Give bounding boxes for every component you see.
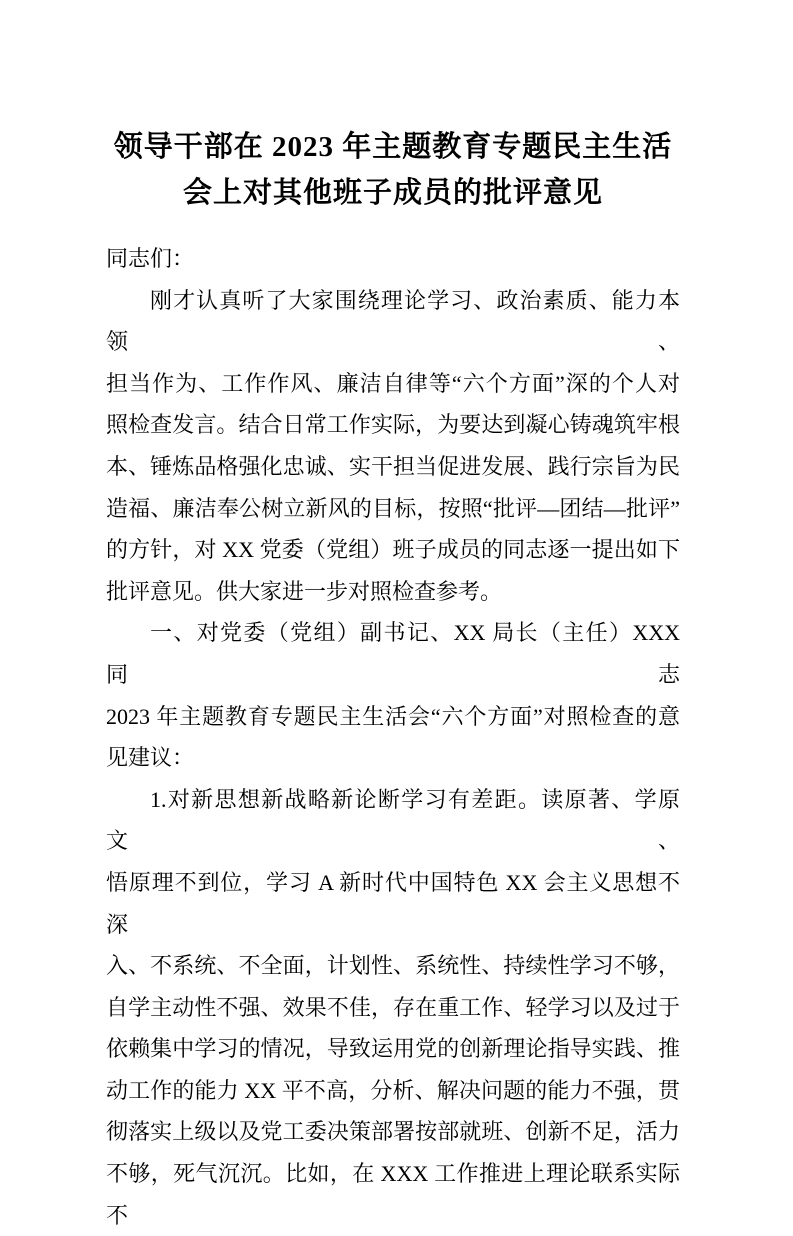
body-line: 担当作为、工作作风、廉洁自律等“六个方面”深的个人对 — [106, 370, 680, 396]
body-line: 见建议： — [106, 745, 195, 771]
body-line-item-1: 1.对新思想新战略新论断学习有差距。读原著、学原文、 — [106, 786, 680, 854]
body-line: 照检查发言。结合日常工作实际，为要达到凝心铸魂筑牢根 — [106, 412, 680, 438]
body-line: 的方针，对 XX 党委（党组）班子成员的同志逐一提出如下 — [106, 537, 680, 563]
body-line: 批评意见。供大家进一步对照检查参考。 — [106, 578, 503, 604]
body-line: 动工作的能力 XX 平不高，分析、解决问题的能力不强，贯 — [106, 1077, 680, 1103]
document-title — [106, 124, 680, 216]
body-line: 造福、廉洁奉公树立新风的目标，按照“批评—团结—批评” — [106, 495, 680, 521]
body-line: 自学主动性不强、效果不佳，存在重工作、轻学习以及过于 — [106, 994, 680, 1020]
title-line: 会上对其他班子成员的批评意见 — [182, 177, 603, 209]
body-line: 悟原理不到位，学习 A 新时代中国特色 XX 会主义思想不深 — [106, 869, 680, 937]
body-line: 刚才认真听了大家围绕理论学习、政治素质、能力本领、 — [106, 287, 680, 355]
body-line: 入、不系统、不全面，计划性、系统性、持续性学习不够， — [106, 953, 680, 979]
body-line: 彻落实上级以及党工委决策部署按部就班、创新不足，活力 — [106, 1119, 680, 1145]
document-body — [106, 238, 680, 1236]
body-line: 不够，死气沉沉。比如，在 XXX 工作推进上理论联系实际不 — [106, 1161, 680, 1228]
body-line: 本、锤炼品格强化忠诚、实干担当促进发展、践行宗旨为民 — [106, 453, 680, 479]
body-line-section-heading: 一、对党委（党组）副书记、XX 局长（主任）XXX 同志 — [106, 620, 680, 687]
body-line-salutation: 同志们： — [106, 246, 195, 271]
body-line: 依赖集中学习的情况，导致运用党的创新理论指导实践、推 — [106, 1036, 680, 1062]
title-line: 领导干部在 2023 年主题教育专题民主生活 — [113, 131, 673, 163]
body-line: 2023 年主题教育专题民主生活会“六个方面”对照检查的意 — [106, 703, 680, 729]
